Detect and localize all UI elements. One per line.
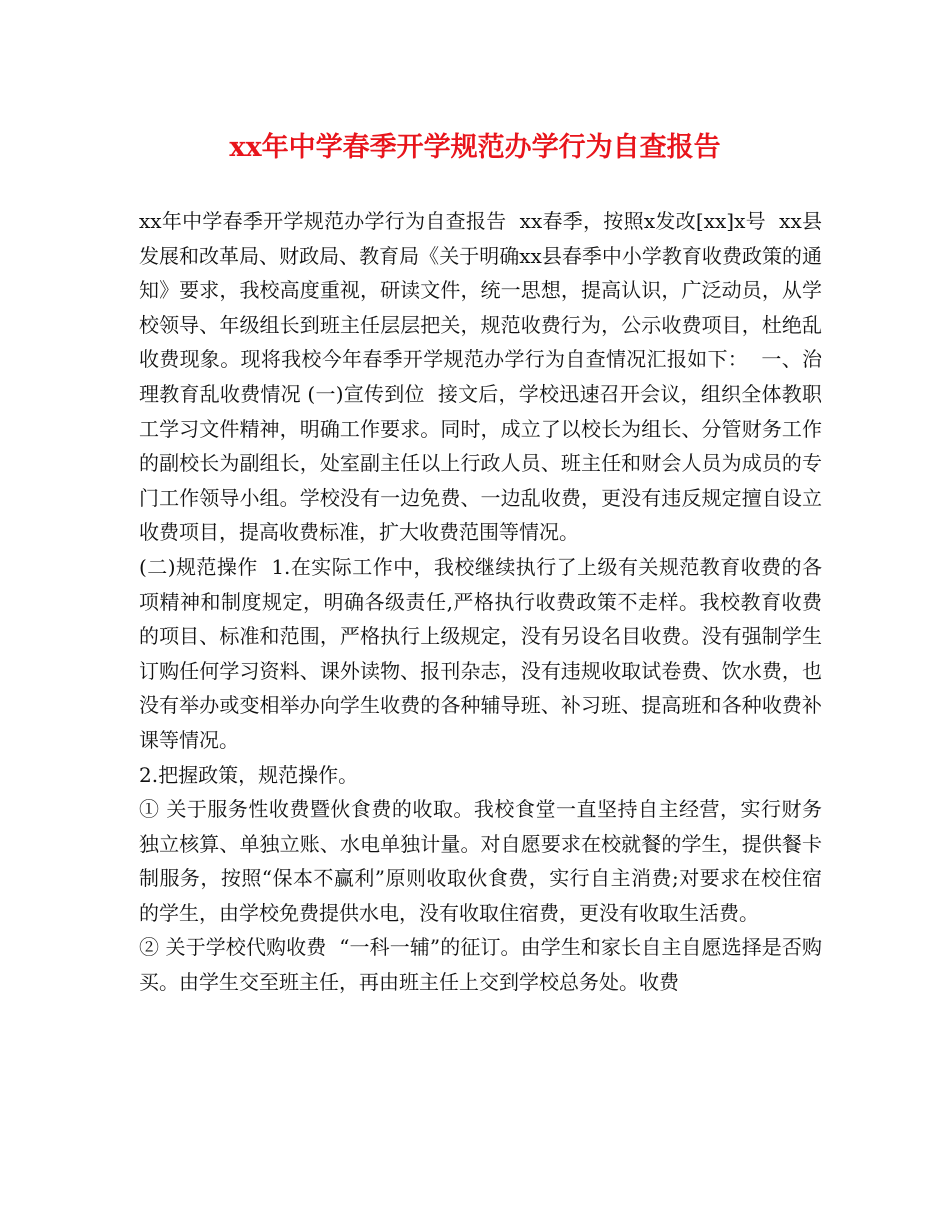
paragraph-standard-operation: (二)规范操作 1.在实际工作中，我校继续执行了上级有关规范教育收费的各项精神和制度规定，明确各级责任,严格执行收费政策不走样。我校教育收费的项目、标准和范围，严格执行上级规定，没有另设名目收费。没有强制学生订购任何学习资料、课外读物、报刊杂志，没有违规收取试卷费、饮水费，也没有举办或变相举办向学生收费的各种辅导班、补习班、提高班和各种收费补课等情况。 [139, 554, 822, 752]
paragraph-purchase-fees: ② 关于学校代购收费 “一科一辅”的征订。由学生和家长自主自愿选择是否购买。由学生交至班主任，再由班主任上交到学校总务处。收费 [139, 935, 822, 995]
paragraph-service-fees: ① 关于服务性收费暨伙食费的收取。我校食堂一直坚持自主经营，实行财务独立核算、单独立账、水电单独计量。对自愿要求在校就餐的学生，提供餐卡制服务，按照“保本不赢利”原则收取伙食费，实行自主消费;对要求在校住宿的学生，由学校免费提供水电，没有收取住宿费，更没有收取生活费。 [139, 797, 822, 925]
paragraph-intro: xx年中学春季开学规范办学行为自查报告 xx春季，按照x发改[xx]x号 xx县发展和改革局、财政局、教育局《关于明确xx县春季中小学教育收费政策的通知》要求，我校高度重视，研读文件，统一思想，提高认识，广泛动员，从学校领导、年级组长到班主任层层把关，规范收费行为，公示收费项目，杜绝乱收费现象。现将我校今年春季开学规范办学行为自查情况汇报如下： 一、治理教育乱收费情况 (一)宣传到位 接文后，学校迅速召开会议，组织全体教职工学习文件精神，明确工作要求。同时，成立了以校长为组长、分管财务工作的副校长为副组长，处室副主任以上行政人员、班主任和财会人员为成员的专门工作领导小组。学校没有一边免费、一边乱收费，更没有违反规定擅自设立收费项目，提高收费标准，扩大收费范围等情况。 [139, 209, 822, 545]
document-body [139, 204, 822, 1000]
paragraph-policy: 2.把握政策，规范操作。 [139, 762, 359, 787]
document-title: xx年中学春季开学规范办学行为自查报告 [229, 132, 721, 163]
